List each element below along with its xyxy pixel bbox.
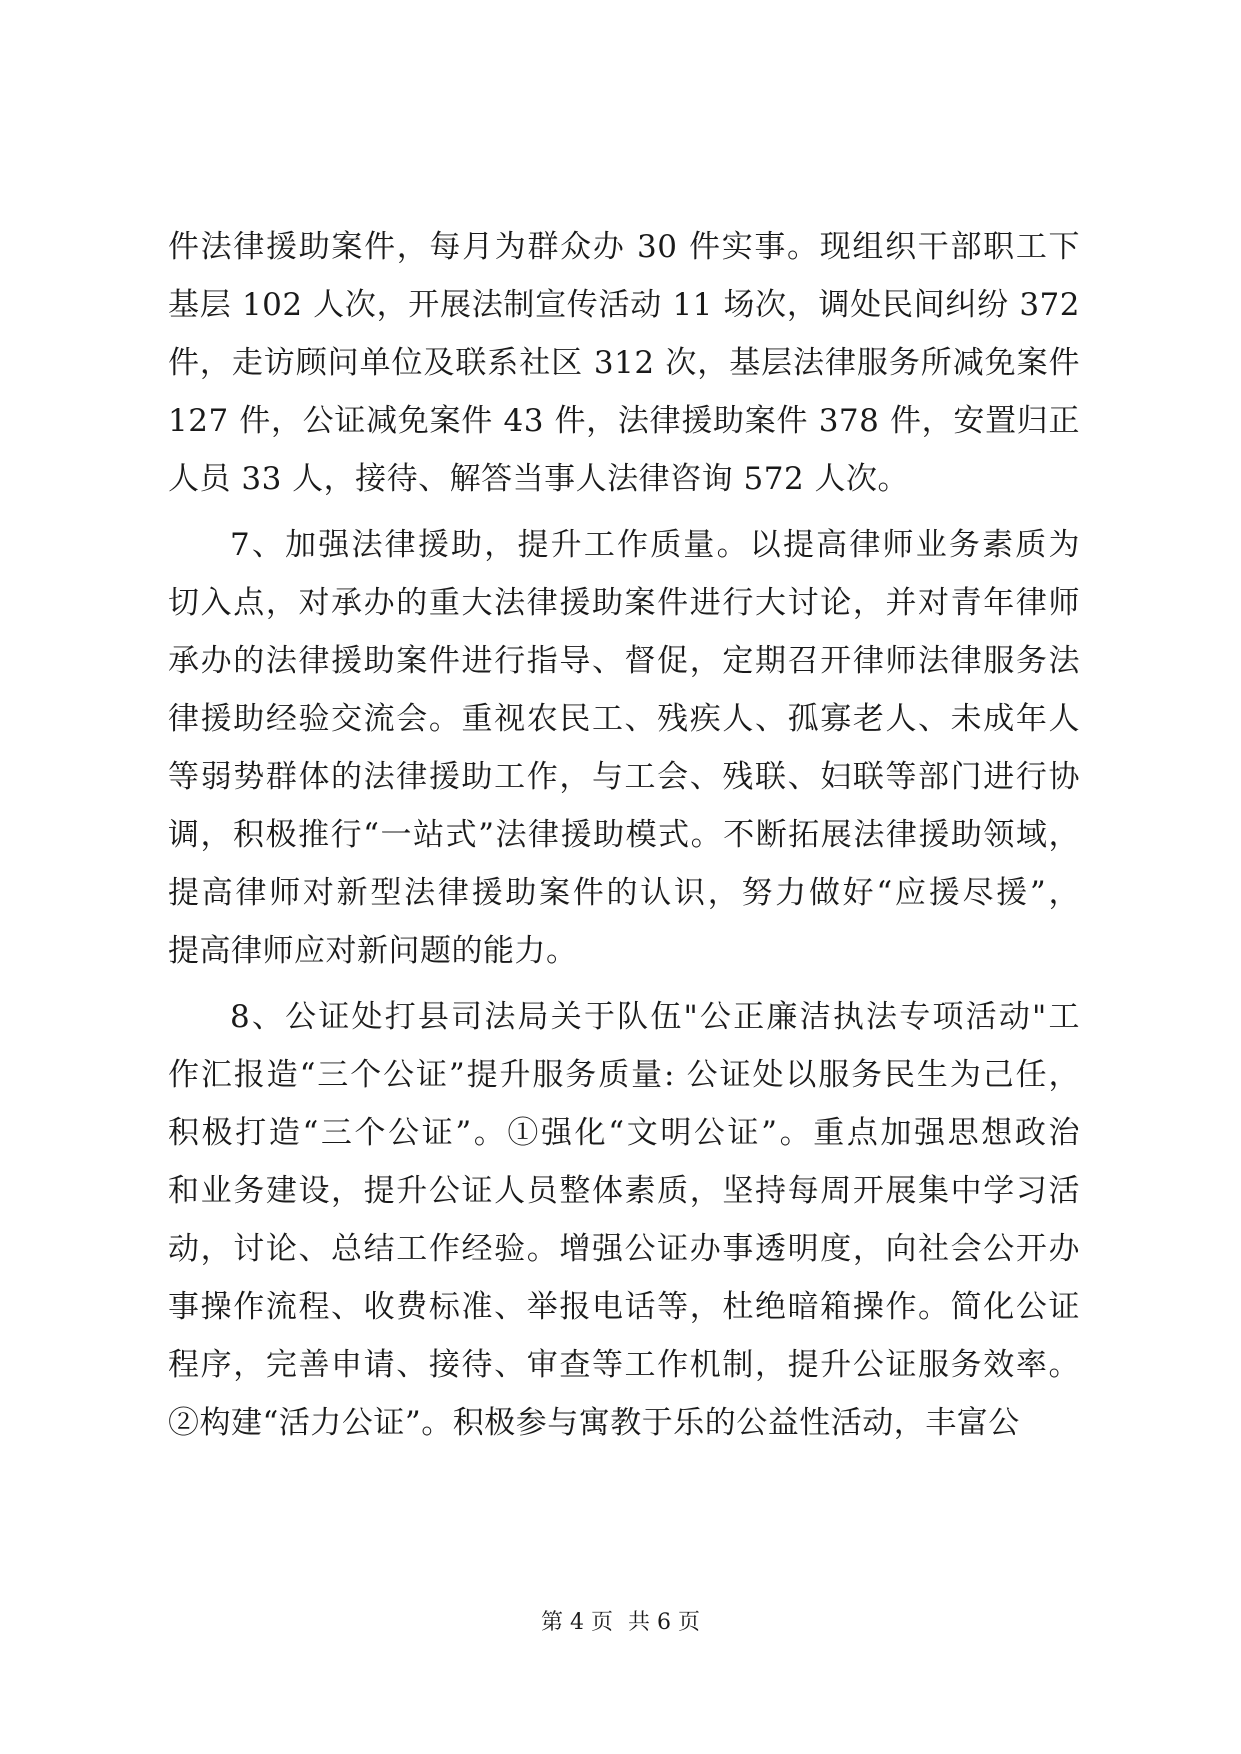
paragraph-6-continued (168, 218, 1080, 508)
text-line: 提高律师应对新问题的能力。 (168, 933, 578, 969)
text-line: 积极打造“三个公证”。①强化“文明公证”。重点加强思想政治 (168, 1115, 1080, 1151)
paragraph-gap (168, 508, 1080, 516)
text-line: 件法律援助案件，每月为群众办 30 件实事。现组织干部职工下 (168, 229, 1080, 265)
text-line: 等弱势群体的法律援助工作，与工会、残联、妇联等部门进行协 (168, 759, 1080, 795)
text-line: 事操作流程、收费标准、举报电话等，杜绝暗箱操作。简化公证 (168, 1289, 1080, 1325)
text-line: 件，走访顾问单位及联系社区 312 次，基层法律服务所减免案件 (168, 345, 1080, 381)
page-footer (0, 1608, 1241, 1638)
text-line: 作汇报造“三个公证”提升服务质量: 公证处以服务民生为己任， (168, 1057, 1080, 1093)
page-number: 第 4 页 (541, 1610, 613, 1635)
text-line: 程序，完善申请、接待、审查等工作机制，提升公证服务效率。 (168, 1347, 1080, 1383)
page-total: 共 6 页 (628, 1610, 700, 1635)
paragraph-7 (168, 516, 1080, 980)
text-line: 承办的法律援助案件进行指导、督促，定期召开律师法律服务法 (168, 643, 1080, 679)
page-body (168, 218, 1080, 1452)
text-line: 切入点，对承办的重大法律援助案件进行大讨论，并对青年律师 (168, 585, 1080, 621)
text-line: 律援助经验交流会。重视农民工、残疾人、孤寡老人、未成年人 (168, 701, 1080, 737)
text-line: 7、加强法律援助，提升工作质量。以提高律师业务素质为 (230, 527, 1080, 563)
text-line: 人员 33 人，接待、解答当事人法律咨询 572 人次。 (168, 461, 910, 497)
text-line: 提高律师对新型法律援助案件的认识，努力做好“应援尽援”， (168, 875, 1080, 911)
text-line: 8、公证处打县司法局关于队伍"公正廉洁执法专项活动"工 (230, 999, 1080, 1035)
text-line: 动，讨论、总结工作经验。增强公证办事透明度，向社会公开办 (168, 1231, 1080, 1267)
text-line: ②构建“活力公证”。积极参与寓教于乐的公益性活动，丰富公 (168, 1405, 1020, 1441)
paragraph-8 (168, 988, 1080, 1452)
paragraph-gap (168, 980, 1080, 988)
text-line: 127 件，公证减免案件 43 件，法律援助案件 378 件，安置归正 (168, 403, 1080, 439)
text-line: 基层 102 人次，开展法制宣传活动 11 场次，调处民间纠纷 372 (168, 287, 1080, 323)
text-line: 和业务建设，提升公证人员整体素质，坚持每周开展集中学习活 (168, 1173, 1080, 1209)
text-line: 调，积极推行“一站式”法律援助模式。不断拓展法律援助领域， (168, 817, 1080, 853)
